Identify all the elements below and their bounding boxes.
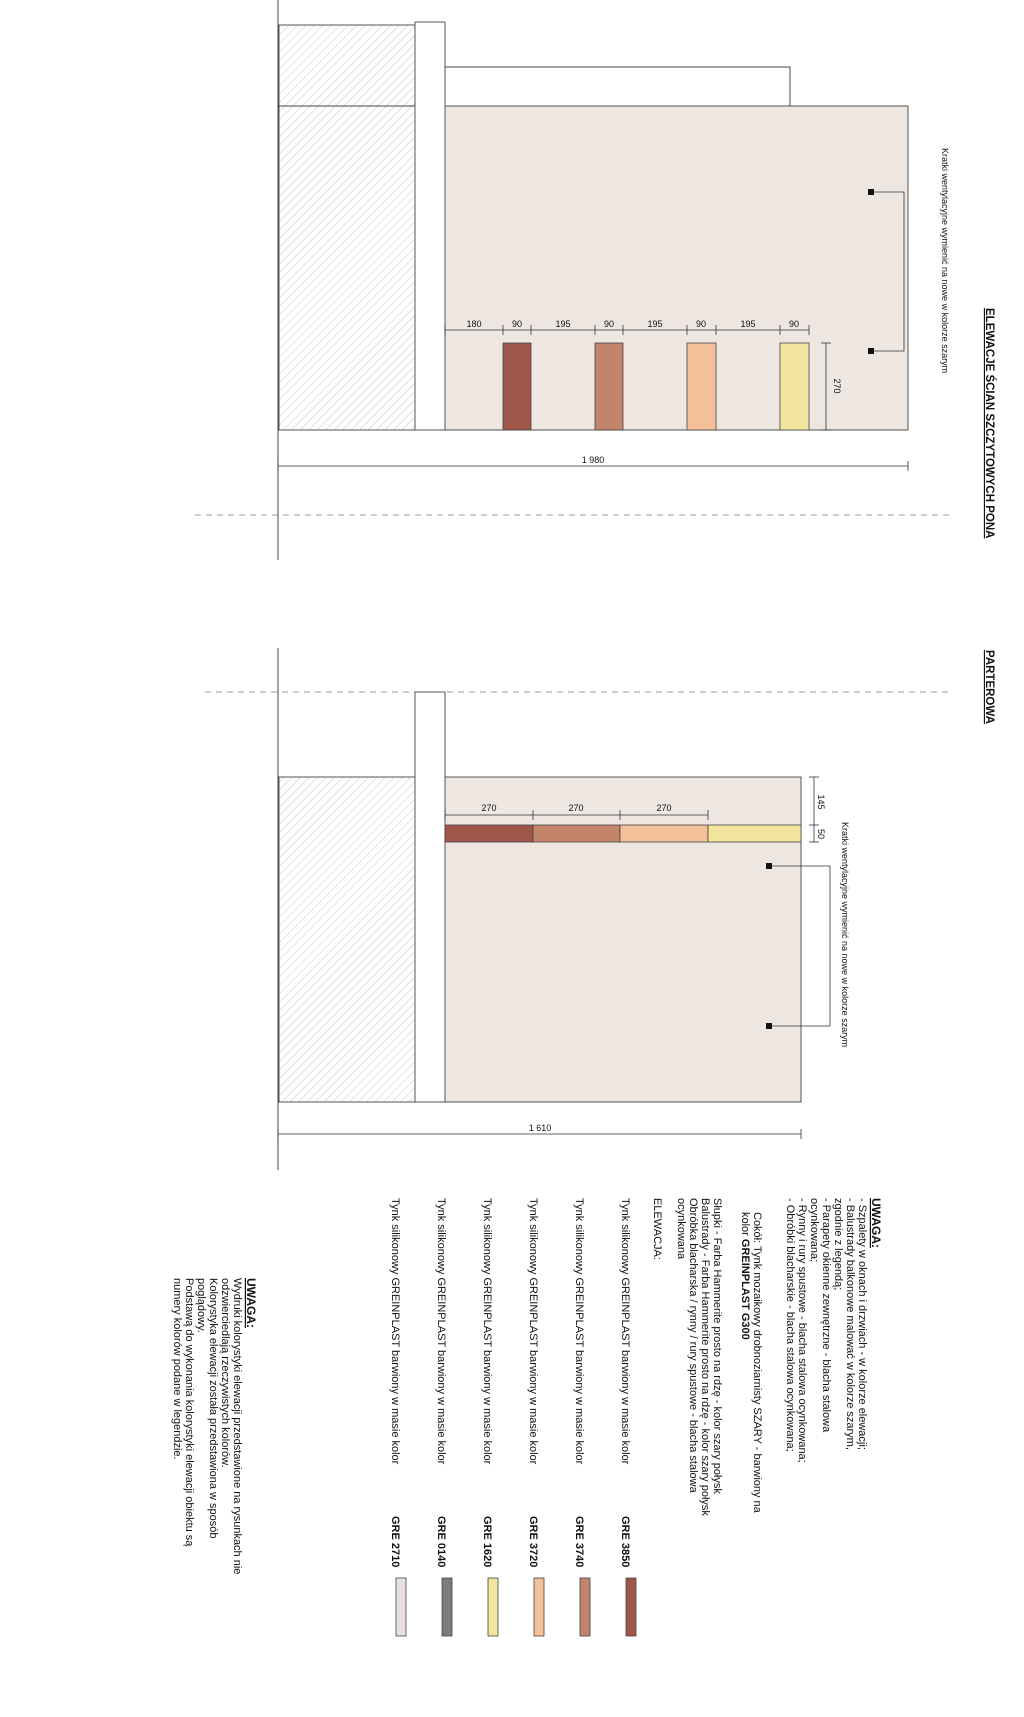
vent-grille [868, 189, 874, 195]
legend-swatch [626, 1578, 636, 1636]
cokol-line: Cokół: Tynk mozaikowy drobnoziarnisty SZARY - barwiony na [751, 1212, 763, 1513]
legend-text: Tynk silikonowy GREINPLAST barwiony w masie kolor [435, 1198, 447, 1465]
disclaimer-line: Wydruki kolorystyki elewacji przedstawione na rysunkach nie [231, 1278, 243, 1575]
note-line: - Parapety okienne zewnętrzne - blacha stalowa [820, 1198, 832, 1433]
dim-label: 50 [816, 828, 826, 840]
color-stripe-gre3850 [503, 343, 531, 430]
dim-label: 270 [481, 803, 497, 813]
dim-label: 90 [603, 319, 615, 329]
vent-grille [766, 863, 772, 869]
cokol-product: GREINPLAST G300 [739, 1238, 751, 1340]
cokol-prefix: kolor [739, 1212, 751, 1239]
color-stripe-gre3740 [595, 343, 623, 430]
disclaimer-notes [171, 1278, 258, 1574]
dim-label: 145 [816, 794, 826, 810]
legend-swatch [442, 1578, 452, 1636]
legend-row [389, 1198, 406, 1636]
legend-row [619, 1198, 636, 1636]
vent-note-bottom: Kratki wentylacyjne wymienić na nowe w kolorze szarym [840, 822, 850, 1048]
legend-text: Tynk silikonowy GREINPLAST barwiony w masie kolor [481, 1198, 493, 1465]
legend-swatch [396, 1578, 406, 1636]
elevation-bottom [205, 648, 950, 1170]
disclaimer-line: numery kolorów podane w legendzie. [171, 1278, 183, 1460]
elewacja-heading: ELEWACJA: [651, 1198, 663, 1260]
legend-text: Tynk silikonowy GREINPLAST barwiony w masie kolor [573, 1198, 585, 1465]
legend-code: GRE 1620 [481, 1516, 493, 1568]
elevation-top [195, 0, 950, 560]
sheet-title [983, 308, 996, 724]
legend-code: GRE 3720 [527, 1516, 539, 1568]
note-line: - Szpalety w oknach i drzwiach - w kolorze elewacji; [856, 1198, 868, 1450]
dim-label: 90 [511, 319, 523, 329]
legend-text: Tynk silikonowy GREINPLAST barwiony w masie kolor [389, 1198, 401, 1465]
dim-label: 195 [555, 319, 571, 329]
edge-strip-top [415, 22, 445, 430]
legend-row [481, 1198, 498, 1636]
legend-code: GRE 0140 [435, 1516, 447, 1568]
vent-grille [868, 348, 874, 354]
color-band-gre1620 [708, 825, 801, 842]
material-line: ocynkowana [675, 1198, 687, 1260]
roof-outline-top [445, 67, 790, 106]
disclaimer-heading: UWAGA: [244, 1278, 258, 1328]
legend-code: GRE 2710 [389, 1516, 401, 1568]
dim-label: 270 [656, 803, 672, 813]
dim-label: 180 [466, 319, 482, 329]
vent-note-top: Kratki wentylacyjne wymienić na nowe w kolorze szarym [940, 148, 950, 374]
dim-label: 195 [647, 319, 663, 329]
dim-label: 1 610 [528, 1123, 552, 1133]
color-band-gre3740 [533, 825, 620, 842]
color-band-gre3720 [620, 825, 708, 842]
cokol-line [739, 1212, 751, 1340]
legend-block [171, 1198, 883, 1636]
disclaimer-line: Podstawą do wykonania kolorystyki elewacji obiektu są [183, 1278, 195, 1547]
legend-swatch [580, 1578, 590, 1636]
note-line: - Balustrady balkonowe malować w kolorze szarym, [844, 1198, 856, 1450]
legend-row [527, 1198, 544, 1636]
legend-code: GRE 3850 [619, 1516, 631, 1568]
edge-strip-bottom [415, 692, 445, 1102]
hatched-neighbor-wall-top [279, 25, 415, 430]
legend-swatch [488, 1578, 498, 1636]
dim-label: 90 [695, 319, 707, 329]
note-line: zgodnie z legendą; [832, 1198, 844, 1291]
legend-swatch [534, 1578, 544, 1636]
dim-label: 270 [832, 378, 842, 394]
dim-label: 90 [788, 319, 800, 329]
note-line: - Rynny i rury spustowe - blacha stalowa ocynkowana; [796, 1198, 808, 1463]
hatched-neighbor-wall-bottom [279, 777, 415, 1102]
dim-label: 195 [740, 319, 756, 329]
material-line: Obróbka blacharska / rynny / rury spustowe - blacha stalowa [687, 1198, 699, 1493]
legend-row [573, 1198, 590, 1636]
width-dimension-top [278, 455, 908, 471]
disclaimer-line: poglądowy. [195, 1278, 207, 1333]
sheet-title-part1: ELEWACJE ŚCIAN SZCZYTOWYCH PONA [983, 308, 995, 539]
disclaimer-line: odzwierciedlają rzeczywistych kolorów. [219, 1278, 231, 1468]
dim-label: 1 980 [581, 455, 605, 465]
width-dimension-bottom [278, 1123, 801, 1139]
offset-dimension-bottom [809, 777, 826, 842]
legend-code: GRE 3740 [573, 1516, 585, 1568]
color-stripe-gre3720 [687, 343, 716, 430]
note-line: - Obróbki blacharskie - blacha stalowa ocynkowana; [784, 1198, 796, 1452]
color-band-gre3850 [445, 825, 533, 842]
material-line: Słupki - Farba Hammerite prosto na rdzę - kolor szary połysk [711, 1198, 723, 1494]
legend-text: Tynk silikonowy GREINPLAST barwiony w masie kolor [527, 1198, 539, 1465]
legend-text: Tynk silikonowy GREINPLAST barwiony w masie kolor [619, 1198, 631, 1465]
notes-heading: UWAGA: [869, 1198, 883, 1248]
dim-label: 270 [568, 803, 584, 813]
material-line: Balustrady - Farba Hammerite prosto na rdzę - kolor szary połysk [699, 1198, 711, 1516]
color-stripe-gre1620 [780, 343, 809, 430]
vent-grille [766, 1023, 772, 1029]
legend-row [435, 1198, 452, 1636]
sheet-title-part2: PARTEROWA [983, 650, 995, 724]
disclaimer-line: Kolorystyka elewacji została przedstawiona w sposób [207, 1278, 219, 1539]
note-line: ocynkowana; [808, 1198, 820, 1263]
